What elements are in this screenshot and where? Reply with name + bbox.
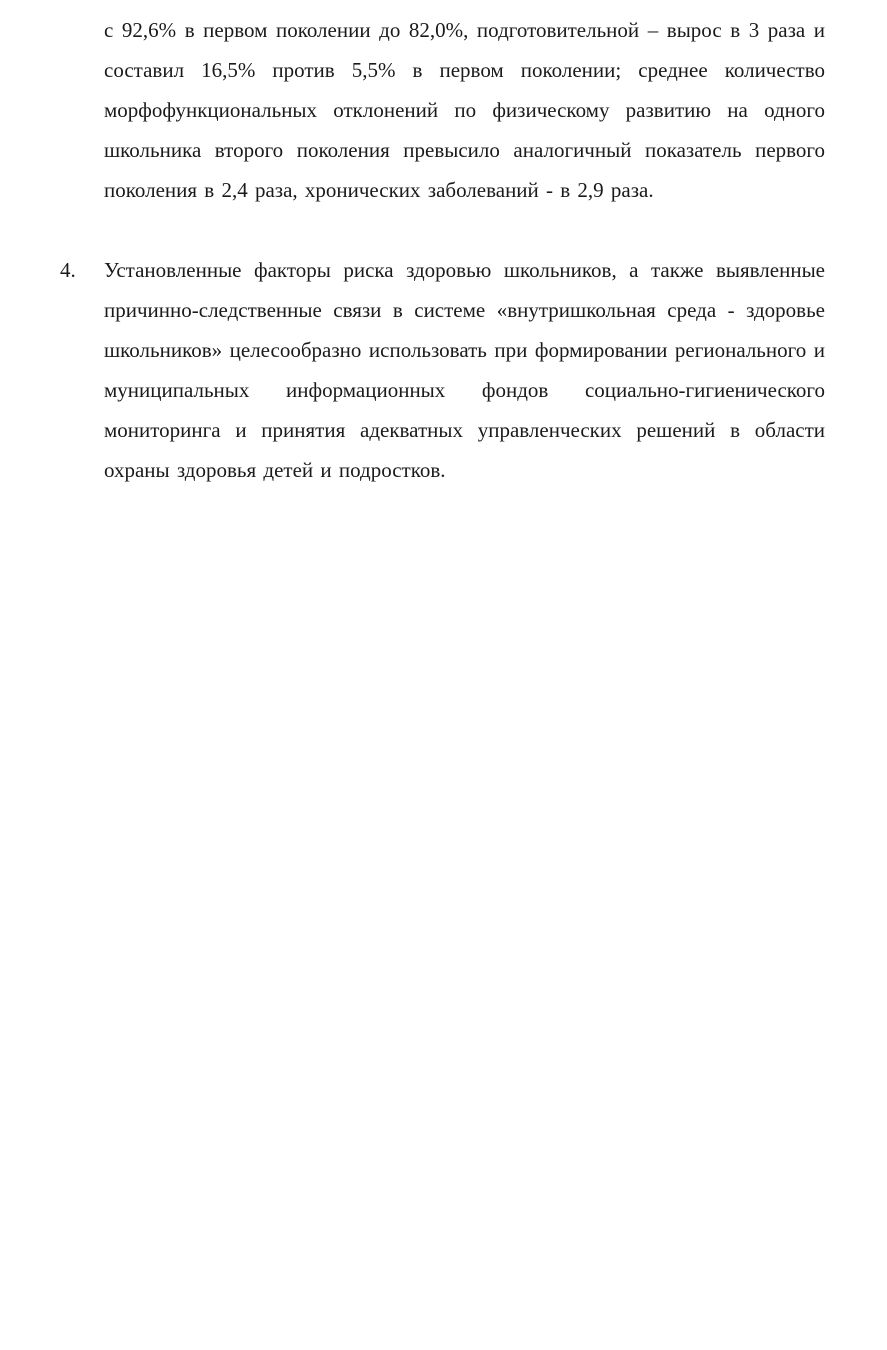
list-item-text: Установленные факторы риска здоровью школьников, а также выявленные причинно-следственные связи в системе «внутришкольная среда - здоровье школьников» целесообразно использовать при формировании регионального и муниципальных информационных фондов социально-гигиенического мониторинга и принятия адекватных управленческих решений в области охраны здоровья детей и подростков. xyxy=(104,258,825,482)
continued-paragraph: с 92,6% в первом поколении до 82,0%, подготовительной – вырос в 3 раза и составил 16,5% против 5,5% в первом поколении; среднее количество морфофункциональных отклонений по физическому развитию на одного школьника второго поколения превысило аналогичный показатель первого поколения в 2,4 раза, хронических заболеваний - в 2,9 раза. xyxy=(104,18,825,202)
list-item-number: 4. xyxy=(60,258,76,282)
